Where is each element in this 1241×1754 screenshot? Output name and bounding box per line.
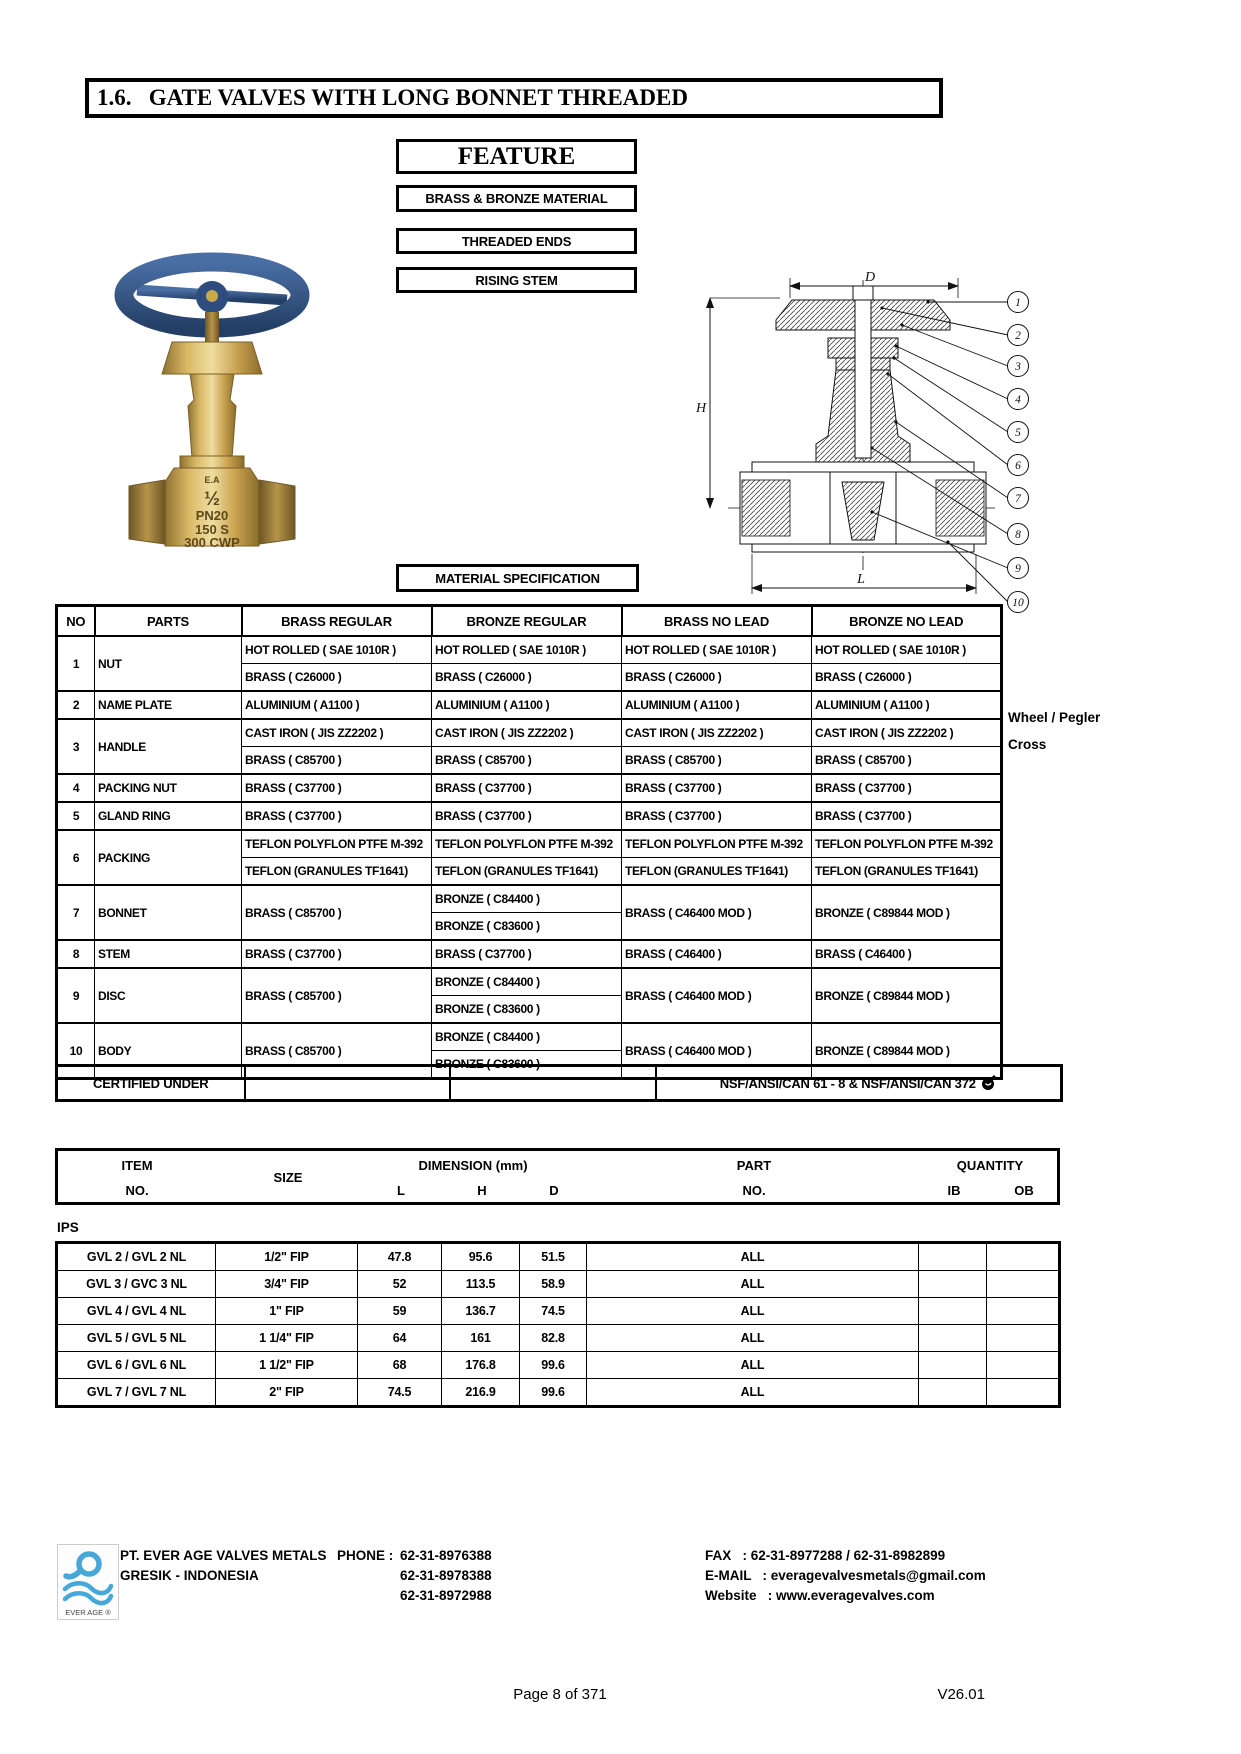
hdr-dimension: DIMENSION (mm): [418, 1158, 528, 1173]
material-no-cell: 2: [57, 691, 95, 719]
dimension-cell: 99.6: [520, 1379, 587, 1407]
dimension-cell: [987, 1325, 1060, 1352]
material-value-cell: BRASS ( C37700 ): [432, 774, 622, 802]
material-value-cell: BRASS ( C37700 ): [432, 940, 622, 968]
material-value-cell: BRONZE ( C84400 ): [432, 1023, 622, 1051]
material-value-cell: BRASS ( C85700 ): [622, 747, 812, 775]
dimension-cell: 82.8: [520, 1325, 587, 1352]
material-value-cell: HOT ROLLED ( SAE 1010R ): [432, 636, 622, 664]
hdr-size: SIZE: [273, 1170, 303, 1185]
version-label: V26.01: [937, 1686, 985, 1703]
material-value-cell: BRONZE ( C83600 ): [432, 913, 622, 941]
certified-label-cell: CERTIFIED UNDER: [57, 1066, 245, 1101]
material-value-cell: HOT ROLLED ( SAE 1010R ): [242, 636, 432, 664]
dimension-cell: 59: [358, 1298, 442, 1325]
material-value-cell: BRASS ( C26000 ): [812, 664, 1002, 692]
dimension-cell: 1 1/2" FIP: [216, 1352, 358, 1379]
callout-number: 2: [1015, 330, 1021, 342]
material-value-cell: BRASS ( C46400 ): [812, 940, 1002, 968]
dimension-cell: 99.6: [520, 1352, 587, 1379]
material-value-cell: TEFLON POLYFLON PTFE M-392: [432, 830, 622, 858]
dimension-cell: [987, 1379, 1060, 1407]
dimension-rows-table: [55, 1241, 1061, 1408]
material-value-cell: BRASS ( C46400 MOD ): [622, 968, 812, 1023]
material-value-cell: BRASS ( C46400 MOD ): [622, 885, 812, 940]
callout-number: 1: [1015, 297, 1021, 309]
callout-number: 8: [1015, 529, 1021, 541]
material-part-cell: BONNET: [95, 885, 242, 940]
material-col-header: NO: [57, 606, 95, 637]
dimension-cell: GVL 4 / GVL 4 NL: [57, 1298, 216, 1325]
dimension-cell: 47.8: [358, 1243, 442, 1271]
dimension-cell: ALL: [587, 1325, 919, 1352]
material-value-cell: BRASS ( C46400 MOD ): [622, 1023, 812, 1079]
dimension-cell: 216.9: [442, 1379, 520, 1407]
dimension-cell: 52: [358, 1271, 442, 1298]
feature-box-ends: THREADED ENDS: [396, 228, 637, 254]
dimension-cell: GVL 6 / GVL 6 NL: [57, 1352, 216, 1379]
material-col-header: BRONZE REGULAR: [432, 606, 622, 637]
dimension-cell: [987, 1298, 1060, 1325]
material-value-cell: BRASS ( C85700 ): [242, 968, 432, 1023]
feature-box-stem: RISING STEM: [396, 267, 637, 293]
material-value-cell: BRASS ( C37700 ): [242, 774, 432, 802]
dimension-cell: [919, 1243, 987, 1271]
marking-size: ½: [204, 489, 220, 510]
callout-number: 6: [1015, 460, 1021, 472]
material-col-header: PARTS: [95, 606, 242, 637]
material-no-cell: 7: [57, 885, 95, 940]
dimension-row: [57, 1271, 1060, 1298]
hdr-h: H: [477, 1183, 487, 1198]
material-no-cell: 3: [57, 719, 95, 774]
callout-anchor-dot: [926, 300, 929, 303]
marking-pn: PN20: [195, 508, 229, 523]
dimension-cell: 95.6: [442, 1243, 520, 1271]
dimension-cell: ALL: [587, 1298, 919, 1325]
callout-anchor-dot: [894, 420, 897, 423]
material-part-cell: NUT: [95, 636, 242, 691]
diagram-d-label: D: [864, 270, 876, 285]
page-title: 1.6. GATE VALVES WITH LONG BONNET THREADED: [85, 78, 943, 118]
dimension-cell: 161: [442, 1325, 520, 1352]
material-value-cell: BRASS ( C37700 ): [432, 802, 622, 830]
ips-group-label: IPS: [57, 1220, 79, 1235]
material-value-cell: HOT ROLLED ( SAE 1010R ): [622, 636, 812, 664]
dimension-row: [57, 1298, 1060, 1325]
material-value-cell: ALUMINIUM ( A1100 ): [242, 691, 432, 719]
material-row: [57, 802, 1002, 830]
certified-table: [55, 1064, 1063, 1102]
everage-logo-icon: [58, 1545, 118, 1619]
dimension-cell: ALL: [587, 1271, 919, 1298]
material-table: [55, 604, 1003, 1080]
material-row: [57, 774, 1002, 802]
dimension-cell: 1 1/4" FIP: [216, 1325, 358, 1352]
dimension-cell: [987, 1243, 1060, 1271]
material-value-cell: TEFLON (GRANULES TF1641): [242, 858, 432, 886]
material-value-cell: BRONZE ( C83600 ): [432, 996, 622, 1024]
material-no-cell: 8: [57, 940, 95, 968]
dimension-row: [57, 1379, 1060, 1407]
material-value-cell: ALUMINIUM ( A1100 ): [432, 691, 622, 719]
valve-diagram: [690, 240, 1040, 632]
marking-class: 150 S: [195, 522, 229, 537]
material-row: [57, 885, 1002, 913]
dimension-cell: 113.5: [442, 1271, 520, 1298]
callout-leader-line: [948, 542, 1008, 602]
email-line: E-MAIL : everagevalvesmetals@gmail.com: [705, 1568, 986, 1583]
dimension-cell: GVL 3 / GVC 3 NL: [57, 1271, 216, 1298]
material-value-cell: BRASS ( C37700 ): [622, 774, 812, 802]
material-value-cell: BRONZE ( C83600 ): [432, 1051, 622, 1079]
material-value-cell: TEFLON (GRANULES TF1641): [622, 858, 812, 886]
material-value-cell: BRONZE ( C89844 MOD ): [812, 1023, 1002, 1079]
material-part-cell: DISC: [95, 968, 242, 1023]
fax-line: FAX : 62-31-8977288 / 62-31-8982899: [705, 1548, 946, 1563]
dimension-cell: GVL 2 / GVL 2 NL: [57, 1243, 216, 1271]
material-value-cell: CAST IRON ( JIS ZZ2202 ): [432, 719, 622, 747]
material-row: [57, 968, 1002, 996]
dimension-cell: 3/4" FIP: [216, 1271, 358, 1298]
callout-number: 4: [1015, 394, 1021, 406]
material-part-cell: BODY: [95, 1023, 242, 1079]
hdr-l: L: [397, 1183, 405, 1198]
page-number: Page 8 of 371: [513, 1686, 607, 1703]
material-value-cell: BRASS ( C85700 ): [432, 747, 622, 775]
material-row: [57, 1023, 1002, 1051]
hdr-part2: NO.: [742, 1183, 766, 1198]
material-value-cell: TEFLON (GRANULES TF1641): [812, 858, 1002, 886]
hdr-d: D: [549, 1183, 559, 1198]
material-value-cell: BRASS ( C85700 ): [812, 747, 1002, 775]
material-value-cell: BRASS ( C85700 ): [242, 1023, 432, 1079]
dimension-cell: 68: [358, 1352, 442, 1379]
callout-anchor-dot: [946, 540, 949, 543]
certified-value-text: NSF/ANSI/CAN 61 - 8 & NSF/ANSI/CAN 372: [719, 1075, 976, 1091]
side-note-line2: Cross: [1008, 737, 1047, 752]
material-value-cell: BRONZE ( C89844 MOD ): [812, 885, 1002, 940]
diagram-l-label: L: [857, 572, 865, 587]
phone-number-1: 62-31-8976388: [400, 1548, 492, 1563]
material-value-cell: BRASS ( C26000 ): [432, 664, 622, 692]
dimension-cell: GVL 7 / GVL 7 NL: [57, 1379, 216, 1407]
hdr-item: ITEM: [121, 1158, 153, 1173]
dimension-cell: 1" FIP: [216, 1298, 358, 1325]
material-value-cell: BRASS ( C46400 ): [622, 940, 812, 968]
callout-leader-line: [896, 346, 1008, 399]
dimension-cell: ALL: [587, 1243, 919, 1271]
material-spec-table: [55, 604, 1003, 1080]
dimension-cell: 64: [358, 1325, 442, 1352]
material-value-cell: BRONZE ( C84400 ): [432, 968, 622, 996]
material-row: [57, 636, 1002, 664]
dimension-row: [57, 1352, 1060, 1379]
material-spec-heading: MATERIAL SPECIFICATION: [396, 564, 639, 592]
dimension-row: [57, 1325, 1060, 1352]
material-value-cell: BRASS ( C37700 ): [242, 940, 432, 968]
dimension-header-box: [55, 1148, 1060, 1205]
material-row: [57, 719, 1002, 747]
material-row: [57, 940, 1002, 968]
material-value-cell: CAST IRON ( JIS ZZ2202 ): [812, 719, 1002, 747]
dimension-cell: 176.8: [442, 1352, 520, 1379]
material-part-cell: PACKING: [95, 830, 242, 885]
callout-leader-line: [894, 358, 1008, 432]
material-value-cell: BRASS ( C37700 ): [242, 802, 432, 830]
callout-number: 3: [1015, 361, 1021, 373]
dimension-cell: ALL: [587, 1352, 919, 1379]
material-no-cell: 10: [57, 1023, 95, 1079]
material-col-header: BRASS REGULAR: [242, 606, 432, 637]
diagram-h-label: H: [696, 401, 707, 416]
marking-cwp: 300 CWP: [184, 535, 240, 550]
material-part-cell: STEM: [95, 940, 242, 968]
dimension-cell: [919, 1379, 987, 1407]
callout-anchor-dot: [880, 306, 883, 309]
dimension-row: [57, 1243, 1060, 1271]
material-no-cell: 5: [57, 802, 95, 830]
feature-heading: FEATURE: [396, 139, 637, 174]
material-value-cell: BRASS ( C85700 ): [242, 885, 432, 940]
dimension-cell: ALL: [587, 1379, 919, 1407]
company-city: GRESIK - INDONESIA: [120, 1568, 259, 1583]
material-value-cell: BRASS ( C26000 ): [622, 664, 812, 692]
callout-number: 9: [1015, 563, 1021, 575]
material-col-header: BRASS NO LEAD: [622, 606, 812, 637]
material-header-row: [57, 606, 1002, 637]
callout-anchor-dot: [894, 344, 897, 347]
phone-label: PHONE :: [337, 1548, 394, 1563]
material-value-cell: BRASS ( C37700 ): [622, 802, 812, 830]
material-value-cell: HOT ROLLED ( SAE 1010R ): [812, 636, 1002, 664]
dimension-cell: [987, 1271, 1060, 1298]
callout-number: 10: [1012, 597, 1024, 609]
material-part-cell: GLAND RING: [95, 802, 242, 830]
dimension-cell: 136.7: [442, 1298, 520, 1325]
hdr-ib: IB: [947, 1183, 961, 1198]
material-value-cell: ALUMINIUM ( A1100 ): [622, 691, 812, 719]
material-row: [57, 830, 1002, 858]
certification-mark-icon: [981, 1075, 997, 1091]
phone-number-2: 62-31-8978388: [400, 1568, 492, 1583]
callout-anchor-dot: [870, 510, 873, 513]
material-col-header: BRONZE NO LEAD: [812, 606, 1002, 637]
dimension-cell: [919, 1298, 987, 1325]
certified-value-cell: [656, 1066, 1062, 1101]
logo-text: EVER AGE ®: [65, 1608, 111, 1617]
dimension-cell: 51.5: [520, 1243, 587, 1271]
hdr-quantity: QUANTITY: [956, 1158, 1024, 1173]
material-value-cell: TEFLON (GRANULES TF1641): [432, 858, 622, 886]
material-value-cell: BRONZE ( C84400 ): [432, 885, 622, 913]
side-note-line1: Wheel / Pegler: [1008, 710, 1101, 725]
material-value-cell: BRASS ( C37700 ): [812, 802, 1002, 830]
diagram-body: [740, 462, 986, 552]
website-line: Website : www.everagevalves.com: [705, 1588, 935, 1603]
material-value-cell: TEFLON POLYFLON PTFE M-392: [242, 830, 432, 858]
material-value-cell: BRASS ( C85700 ): [242, 747, 432, 775]
material-value-cell: BRASS ( C26000 ): [242, 664, 432, 692]
material-value-cell: BRASS ( C37700 ): [812, 774, 1002, 802]
phone-number-3: 62-31-8972988: [400, 1588, 492, 1603]
dimension-cell: 1/2" FIP: [216, 1243, 358, 1271]
product-photo: [112, 250, 317, 552]
material-value-cell: BRONZE ( C89844 MOD ): [812, 968, 1002, 1023]
material-value-cell: ALUMINIUM ( A1100 ): [812, 691, 1002, 719]
dimension-cell: [919, 1271, 987, 1298]
dimension-cell: 2" FIP: [216, 1379, 358, 1407]
callout-anchor-dot: [886, 372, 889, 375]
material-value-cell: TEFLON POLYFLON PTFE M-392: [812, 830, 1002, 858]
marking-brand: E.A: [204, 475, 220, 485]
hdr-ob: OB: [1014, 1183, 1034, 1198]
material-value-cell: TEFLON POLYFLON PTFE M-392: [622, 830, 812, 858]
dimension-cell: 74.5: [358, 1379, 442, 1407]
material-no-cell: 4: [57, 774, 95, 802]
material-no-cell: 1: [57, 636, 95, 691]
certified-empty-cell: [245, 1066, 450, 1101]
callout-number: 7: [1015, 493, 1021, 505]
dimension-data-table: [55, 1241, 1061, 1408]
dimension-cell: [987, 1352, 1060, 1379]
material-part-cell: NAME PLATE: [95, 691, 242, 719]
footer-logo: [57, 1544, 119, 1620]
callout-anchor-dot: [870, 446, 873, 449]
dimension-cell: 74.5: [520, 1298, 587, 1325]
feature-box-material: BRASS & BRONZE MATERIAL: [396, 185, 637, 212]
dimension-cell: GVL 5 / GVL 5 NL: [57, 1325, 216, 1352]
material-part-cell: PACKING NUT: [95, 774, 242, 802]
callout-anchor-dot: [900, 323, 903, 326]
hdr-item2: NO.: [125, 1183, 149, 1198]
dimension-cell: 58.9: [520, 1271, 587, 1298]
material-row: [57, 691, 1002, 719]
material-value-cell: CAST IRON ( JIS ZZ2202 ): [622, 719, 812, 747]
callout-anchor-dot: [892, 356, 895, 359]
company-name: PT. EVER AGE VALVES METALS: [120, 1548, 327, 1563]
material-part-cell: HANDLE: [95, 719, 242, 774]
callout-number: 5: [1015, 427, 1021, 439]
dimension-cell: [919, 1352, 987, 1379]
certified-empty-cell: [450, 1066, 656, 1101]
material-no-cell: 6: [57, 830, 95, 885]
dimension-cell: [919, 1325, 987, 1352]
material-value-cell: CAST IRON ( JIS ZZ2202 ): [242, 719, 432, 747]
material-no-cell: 9: [57, 968, 95, 1023]
hdr-part: PART: [736, 1158, 772, 1173]
